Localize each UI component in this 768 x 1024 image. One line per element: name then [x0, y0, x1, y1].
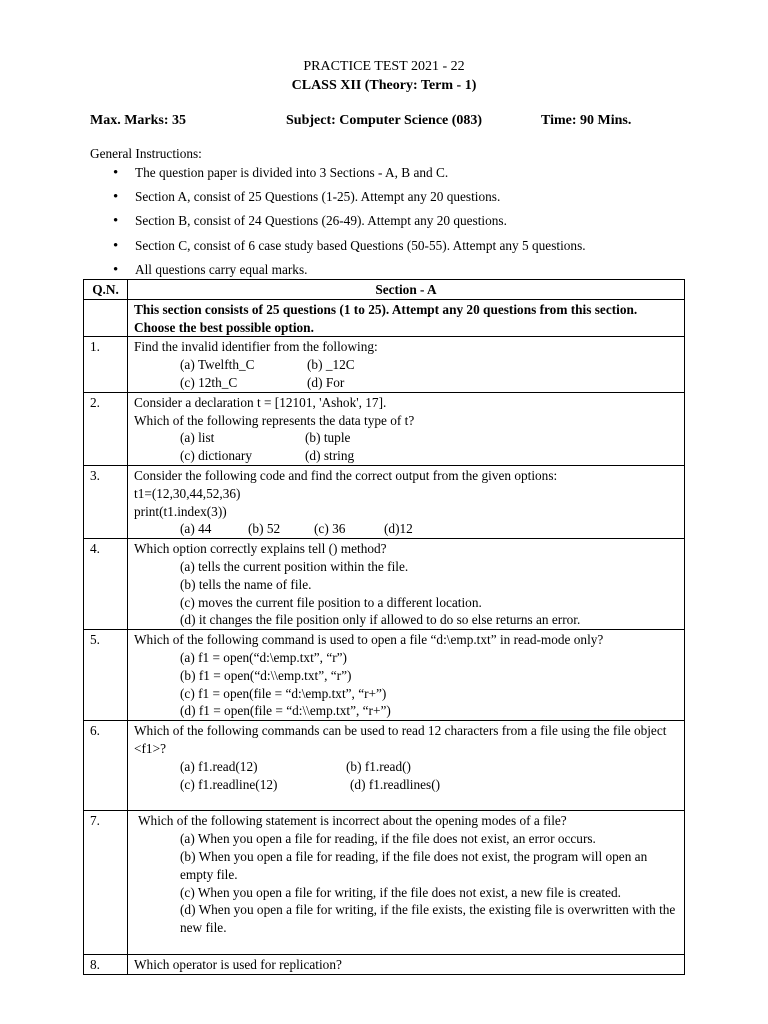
table-row: [84, 954, 685, 974]
section-note-row: [84, 299, 685, 337]
paper-title: PRACTICE TEST 2021 - 22: [303, 59, 465, 74]
option: (b) 52: [248, 521, 281, 537]
question-text: Which of the following represents the data type of t?: [134, 412, 415, 428]
option: (a) tells the current position within the file.: [180, 558, 409, 574]
table-row: [84, 337, 685, 392]
question-number: 3.: [84, 465, 128, 538]
section-note: This section consists of 25 questions (1 to 25). Attempt any 20 questions from this section. Choose the best possible option.: [128, 299, 685, 337]
option: (a) f1 = open(“d:\emp.txt”, “r”): [180, 649, 347, 665]
table-row: [84, 465, 685, 538]
option: (c) 12th_C: [180, 374, 238, 390]
table-row: [84, 392, 685, 465]
questions-table: [83, 279, 685, 975]
table-row: [84, 539, 685, 630]
option: (c) f1 = open(file = “d:\emp.txt”, “r+”): [180, 685, 387, 701]
question-number: 6.: [84, 721, 128, 811]
option: (d) f1.readlines(): [350, 776, 441, 792]
table-row: [84, 811, 685, 955]
option: (d) When you open a file for writing, if the file exists, the existing file is overwritten with the new file.: [180, 902, 676, 936]
option: (d) string: [305, 448, 355, 464]
question-text: Which of the following statement is incorrect about the opening modes of a file?: [138, 813, 567, 829]
option: (d) it changes the file position only if allowed to do so else returns an error.: [180, 612, 581, 628]
question-cell: [128, 539, 685, 630]
question-number: 2.: [84, 392, 128, 465]
question-cell: [128, 465, 685, 538]
option: (b) tuple: [305, 430, 351, 446]
question-text: Consider a declaration t = [12101, 'Ashok', 17].: [134, 394, 387, 410]
question-cell: [128, 954, 685, 974]
table-row: [84, 630, 685, 721]
question-text: Which operator is used for replication?: [134, 956, 342, 972]
question-cell: [128, 811, 685, 955]
time-allowed: Time: 90 Mins.: [541, 113, 632, 128]
question-text: Which of the following command is used to open a file “d:\emp.txt” in read-mode only?: [134, 632, 604, 648]
code-line: t1=(12,30,44,52,36): [134, 485, 241, 501]
option: (d)12: [384, 521, 413, 537]
option: (c) moves the current file position to a different location.: [180, 594, 482, 610]
question-text: Which of the following commands can be used to read 12 characters from a file using the file object <f1>?: [134, 723, 667, 756]
option: (c) dictionary: [180, 448, 252, 464]
question-number: 8.: [84, 954, 128, 974]
section-header: Section - A: [128, 280, 685, 300]
option: (b) f1 = open(“d:\\emp.txt”, “r”): [180, 667, 352, 683]
question-number: 5.: [84, 630, 128, 721]
option: (b) f1.read(): [346, 758, 411, 774]
question-cell: [128, 337, 685, 392]
option: (c) When you open a file for writing, if the file does not exist, a new file is created.: [180, 884, 621, 900]
question-number: 1.: [84, 337, 128, 392]
question-text: Which option correctly explains tell () method?: [134, 541, 387, 557]
option: (b) When you open a file for reading, if the file does not exist, the program will open an empty file.: [180, 848, 648, 882]
max-marks: Max. Marks: 35: [90, 113, 187, 128]
question-text: Find the invalid identifier from the following:: [134, 339, 378, 355]
question-cell: [128, 721, 685, 811]
option: (d) f1 = open(file = “d:\\emp.txt”, “r+”): [180, 703, 391, 719]
instruction-item: • Section B, consist of 24 Questions (26-49). Attempt any 20 questions.: [113, 213, 733, 237]
option: (b) _12C: [307, 357, 355, 373]
instruction-item: • Section A, consist of 25 Questions (1-25). Attempt any 20 questions.: [113, 189, 733, 213]
instructions-heading: General Instructions:: [90, 146, 202, 161]
question-cell: [128, 392, 685, 465]
option: (a) list: [180, 430, 215, 446]
qn-header: Q.N.: [84, 280, 128, 300]
question-number: 4.: [84, 539, 128, 630]
option: (c) f1.readline(12): [180, 776, 278, 792]
code-line: print(t1.index(3)): [134, 503, 227, 519]
subject: Subject: Computer Science (083): [286, 113, 483, 128]
table-header-row: [84, 280, 685, 300]
question-number: 7.: [84, 811, 128, 955]
instructions-list: [113, 165, 733, 286]
option: (b) tells the name of file.: [180, 576, 312, 592]
instruction-item: • All questions carry equal marks.: [113, 262, 733, 286]
table-row: [84, 721, 685, 811]
option: (a) Twelfth_C: [180, 357, 255, 373]
option: (c) 36: [314, 521, 346, 537]
instruction-item: • Section C, consist of 6 case study based Questions (50-55). Attempt any 5 questions.: [113, 238, 733, 262]
paper-subtitle: CLASS XII (Theory: Term - 1): [291, 78, 477, 93]
option: (a) 44: [180, 521, 212, 537]
instruction-item: • The question paper is divided into 3 Sections - A, B and C.: [113, 165, 733, 189]
option: (a) f1.read(12): [180, 758, 258, 774]
question-text: Consider the following code and find the correct output from the given options:: [134, 467, 558, 483]
option: (a) When you open a file for reading, if the file does not exist, an error occurs.: [180, 831, 596, 847]
question-cell: [128, 630, 685, 721]
option: (d) For: [307, 374, 345, 390]
